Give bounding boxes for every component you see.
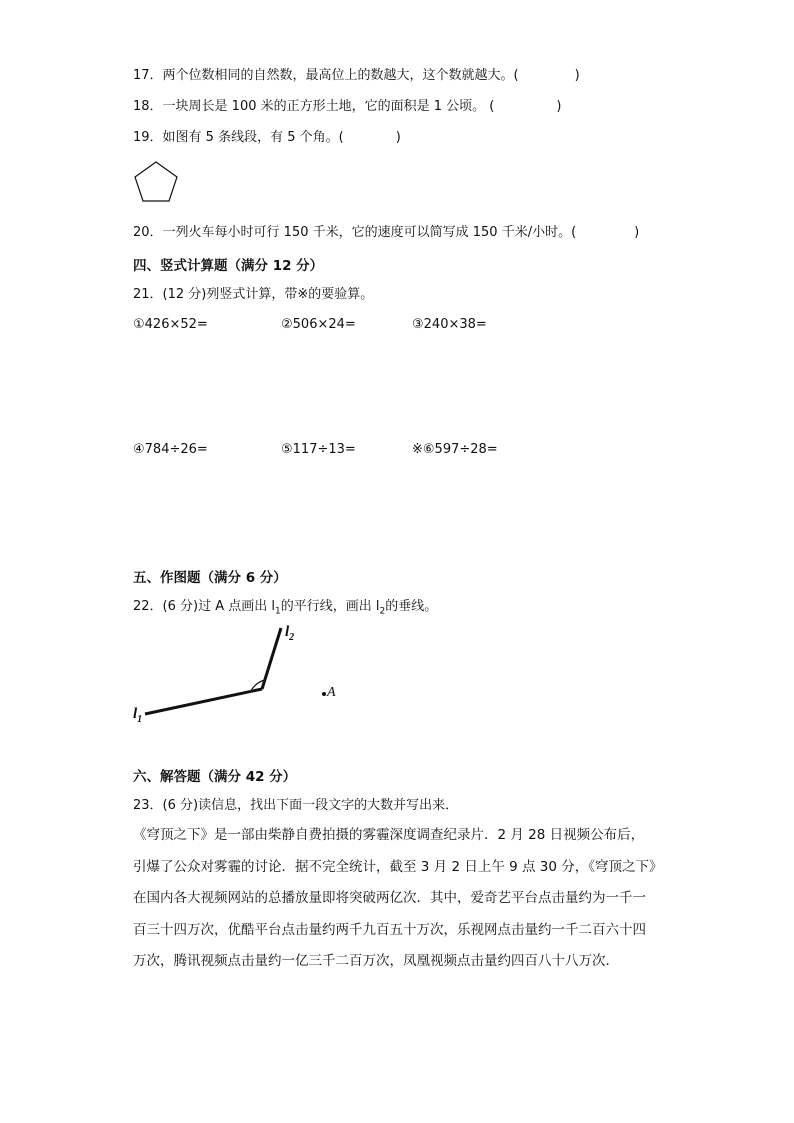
paragraph-line-1: 《穹顶之下》是一部由柴静自费拍摄的雾霾深度调查纪录片．2 月 28 日视频公布后，	[133, 827, 645, 843]
question-22-mid: 的平行线，画出 l	[280, 599, 380, 614]
calc-item-5: ⑤117÷13=	[281, 442, 356, 457]
pentagon-figure	[133, 160, 179, 204]
question-17-text: 17．两个位数相同的自然数，最高位上的数越大，这个数就越大。(	[133, 68, 519, 83]
paragraph-line-3: 在国内各大视频网站的总播放量即将突破两亿次．其中，爱奇艺平台点击量约为一千一	[133, 890, 646, 906]
section-4-title: 四、竖式计算题（满分 12 分）	[133, 258, 324, 274]
calc-item-1: ①426×52=	[133, 317, 208, 332]
question-22	[133, 598, 437, 621]
question-17	[133, 67, 580, 85]
section-5-title: 五、作图题（满分 6 分）	[133, 570, 287, 586]
paragraph-line-4: 百三十四万次，优酷平台点击量约两千九百五十万次，乐视网点击量约一千二百六十四	[133, 922, 646, 938]
question-18-close: )	[556, 99, 562, 114]
line-l1	[145, 689, 262, 714]
question-22-end: 的垂线。	[385, 599, 438, 614]
point-a	[322, 692, 326, 696]
question-18-text: 18．一块周长是 100 米的正方形土地，它的面积是 1 公顷。 (	[133, 99, 495, 114]
label-l1-letter: l	[133, 706, 138, 722]
label-l2-sub: 2	[289, 632, 295, 643]
question-19-text: 19．如图有 5 条线段，有 5 个角。(	[133, 130, 344, 145]
question-22-text: 22．(6 分)过 A 点画出 l	[133, 599, 275, 614]
question-20-text: 20．一列火车每小时可行 150 千米，它的速度可以简写成 150 千米/小时。(	[133, 225, 577, 240]
section-6-title: 六、解答题（满分 42 分）	[133, 769, 297, 785]
question-20	[133, 224, 639, 242]
question-17-close: )	[574, 68, 580, 83]
question-22-sub2: 2	[379, 606, 386, 617]
paragraph-line-5: 万次，腾讯视频点击量约一亿三千二百万次，凤凰视频点击量约四百八十八万次．	[133, 953, 619, 969]
calc-item-6: ※⑥597÷28=	[412, 442, 498, 457]
label-a: A	[327, 685, 336, 700]
calc-item-3: ③240×38=	[412, 317, 487, 332]
label-l2	[285, 624, 294, 643]
label-l1	[133, 706, 142, 725]
question-18	[133, 98, 561, 116]
question-22-sub1: 1	[275, 606, 281, 617]
question-23: 23．(6 分)读信息，找出下面一段文字的大数并写出来．	[133, 798, 459, 813]
question-20-close: )	[634, 225, 640, 240]
paragraph-line-2: 引爆了公众对雾霾的讨论．据不完全统计，截至 3 月 2 日上午 9 点 30 分，《穹顶之下》	[133, 859, 663, 875]
label-l1-sub: 1	[137, 714, 143, 725]
calc-item-4: ④784÷26=	[133, 442, 208, 457]
calc-item-2: ②506×24=	[281, 317, 356, 332]
lines-figure	[130, 622, 360, 732]
question-21: 21．(12 分)列竖式计算，带※的要验算。	[133, 287, 374, 302]
question-19	[133, 129, 401, 147]
question-19-close: )	[395, 130, 401, 145]
label-l2-letter: l	[285, 624, 290, 640]
